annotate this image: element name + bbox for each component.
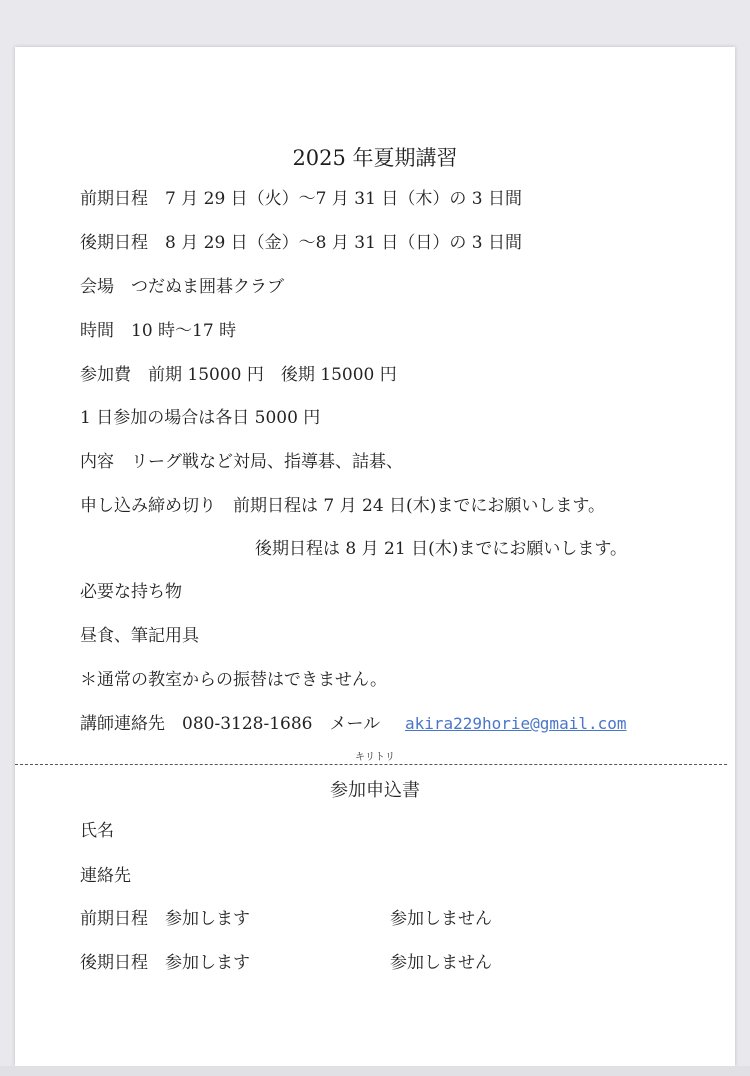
kouki-not-attend: 参加しません	[390, 953, 492, 973]
bottom-edge	[0, 1066, 750, 1076]
name-label: 氏名	[80, 821, 114, 841]
document-page	[15, 47, 735, 1066]
document-title: 2025 年夏期講習	[292, 146, 458, 170]
contact-prefix: 講師連絡先 080-3128-1686 メール	[80, 714, 381, 734]
content: 内容 リーグ戦など対局、指導碁、詰碁、	[80, 452, 403, 472]
zenki-not-attend: 参加しません	[390, 909, 492, 929]
email-link[interactable]: akira229horie@gmail.com	[404, 714, 627, 733]
kouki-schedule: 後期日程 8 月 29 日（金）～8 月 31 日（日）の 3 日間	[80, 233, 522, 253]
zenki-attend-row	[80, 908, 492, 930]
form-title: 参加申込書	[330, 780, 420, 801]
items: 昼食、筆記用具	[80, 626, 199, 646]
fee: 参加費 前期 15000 円 後期 15000 円	[80, 365, 397, 385]
items-label: 必要な持ち物	[80, 582, 182, 602]
contact-label: 連絡先	[80, 866, 131, 886]
note: ＊通常の教室からの振替はできません。	[80, 670, 388, 690]
contact	[80, 713, 627, 735]
kouki-attend-row	[80, 952, 492, 974]
deadline-kouki: 後期日程は 8 月 21 日(木)までにお願いします。	[255, 539, 627, 559]
deadline-zenki: 申し込み締め切り 前期日程は 7 月 24 日(木)までにお願いします。	[80, 496, 605, 516]
cut-divider	[15, 764, 727, 765]
day-fee: 1 日参加の場合は各日 5000 円	[80, 408, 321, 428]
zenki-schedule: 前期日程 7 月 29 日（火）～7 月 31 日（木）の 3 日間	[80, 189, 522, 209]
cut-label: キリトリ	[355, 752, 395, 763]
time: 時間 10 時～17 時	[80, 321, 237, 341]
zenki-attend: 前期日程 参加します	[80, 909, 250, 929]
venue: 会場 つだぬま囲碁クラブ	[80, 277, 284, 297]
kouki-attend: 後期日程 参加します	[80, 953, 250, 973]
